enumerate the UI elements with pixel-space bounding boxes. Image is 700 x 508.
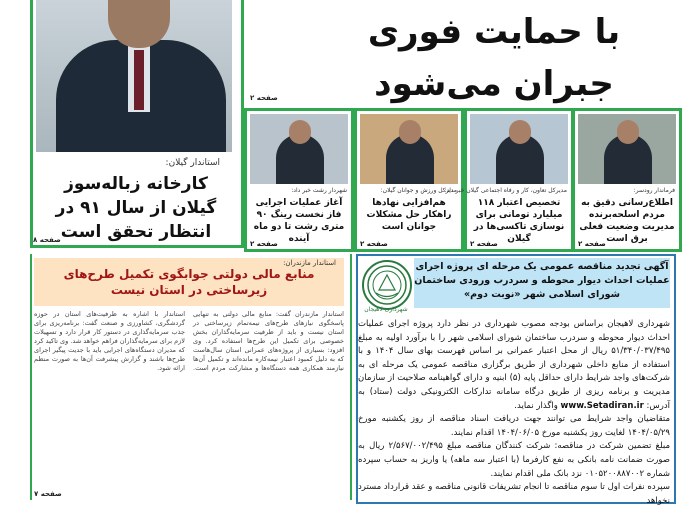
governor-photo xyxy=(36,0,232,152)
tender-paragraph: متقاضیان واجد شرایط می توانند جهت دریافت اسناد مناقصه از روز یکشنبه مورخ ۱۴۰۴/۰۵/۲۹ لغایت روز یکشنبه مورخ ۱۴۰۴/۰۶/۰۵ اقدام نمایند. xyxy=(358,414,670,438)
mazandaran-page-ref: صفحه ۷ xyxy=(34,490,62,498)
card-page-ref: صفحه ۲ xyxy=(360,240,388,248)
municipality-emblem-icon xyxy=(362,260,412,310)
news-card[interactable] xyxy=(444,108,574,252)
card-kicker: مدیرکل ورزش و جوانان گیلان: xyxy=(380,187,457,194)
tender-paragraph: شهرداری لاهیجان براساس بودجه مصوب شهرداری در نظر دارد پروژه اجرای عملیات احداث دیوار محوطه و سردرب ساختمان شورای اسلامی شهر را با برآورد اولیه به مبلغ ۵۱/۳۴۰/۰۳۷/۴۹۵ ریال از محل اعتبار عمرانی بر اساس فهرست بهای سال ۱۴۰۴ و با استفاده از منابع داخلی شهرداری از طریق برگزاری مناقصه عمومی یک مرحله ای به شرکت‌های واجد شرایط دارای حداقل پایه (۵) ابنیه و دارای گواهینامه صلاحیت از سازمان مدیریت و برنامه ریزی از طریق درگاه سامانه تدارکات الکترونیکی دولت (ستاد) به آدرس: xyxy=(358,319,670,411)
card-kicker: مدیرکل تعاون، کار و رفاه اجتماعی گیلان خبر داد: xyxy=(444,187,567,194)
tender-paragraph: واگذار نماید. xyxy=(514,400,558,411)
left-feature-page-ref: صفحه ۸ xyxy=(33,236,61,244)
card-photo xyxy=(360,114,458,184)
card-kicker: فرماندار رودسر: xyxy=(633,187,675,194)
card-kicker: شهردار رشت خبر داد: xyxy=(291,187,347,194)
card-photo xyxy=(250,114,348,184)
mazandaran-body: استاندار مازندران گفت: منابع مالی دولتی به تنهایی پاسخگوی نیازهای طرح‌های نیمه‌تمام زیرساختی در استان نیست و باید از ظرفیت سرمایه‌گذاران بخش خصوصی برای تکمیل این طرح‌ها استفاده کرد. وی افزود: بسیاری از پروژه‌های عمرانی استان سال‌هاست که به دلیل کمبود اعتبار نیمه‌کاره مانده‌اند و تکمیل آن‌ها نیازمند همکاری همه دستگاه‌ها و مشارکت مردم است. استاندار با اشاره به ظرفیت‌های استان در حوزه گردشگری، کشاورزی و صنعت گفت: برنامه‌ریزی برای جذب سرمایه‌گذاری در دستور کار قرار دارد و تسهیلات لازم برای سرمایه‌گذاران فراهم خواهد شد. وی تاکید کرد که مدیران دستگاه‌های اجرایی باید با جدیت پیگیر اجرای طرح‌ها باشند و گزارش پیشرفت آن‌ها به صورت منظم ارائه شود. xyxy=(34,310,344,372)
card-photo xyxy=(578,114,676,184)
tender-body xyxy=(358,318,670,508)
card-page-ref: صفحه ۲ xyxy=(578,240,606,248)
card-title[interactable]: هم‌افزایی نهادها راهکار حل مشکلات جوانان است xyxy=(366,198,452,232)
card-photo xyxy=(470,114,568,184)
headline-page-ref: صفحه ۲ xyxy=(250,94,278,102)
news-card[interactable] xyxy=(354,108,464,252)
tender-paragraph: مبلغ تضمین شرکت در مناقصه: شرکت کنندگان مناقصه مبلغ ۲/۵۶۷/۰۰۲/۴۹۵ ریال به صورت ضمانت نامه بانکی به نفع کارفرما (با اعتبار سه ماهه) یا واریز به حساب سپرده شماره ۰۱۰۵۲۰۰۸۸۷۰۰۲ نزد بانک ملی اقدام نمایند. xyxy=(358,441,670,479)
news-card[interactable] xyxy=(244,108,354,252)
tender-paragraph: سپرده نفرات اول تا سوم مناقصه تا انجام تشریفات قانونی مناقصه و عقد قرارداد مسترد نخواهد xyxy=(358,482,670,506)
news-card[interactable] xyxy=(572,108,682,252)
mazandaran-kicker: استاندار مازندران: xyxy=(283,259,336,267)
mazandaran-title[interactable]: منابع مالی دولتی جوابگوی تکمیل طرح‌های زیرساختی در استان نیست xyxy=(63,267,315,297)
card-title[interactable]: آغاز عملیات اجرایی فاز نخست رینگ ۹۰ متری رشت تا دو ماه آینده xyxy=(253,198,345,244)
card-page-ref: صفحه ۲ xyxy=(250,240,278,248)
card-page-ref: صفحه ۲ xyxy=(470,240,498,248)
card-title[interactable]: تخصیص اعتبار ۱۱۸ میلیارد تومانی برای نوسازی تاکسی‌ها در گیلان xyxy=(473,198,565,244)
card-title[interactable]: اطلاع‌رسانی دقیق به مردم اسلحه‌برنده مدیریت وضعیت فعلی برق است xyxy=(579,198,675,244)
main-headline[interactable]: با حمایت فوری جبران می‌شود xyxy=(367,12,621,104)
left-feature-kicker: استاندار گیلان: xyxy=(165,158,220,168)
tender-title[interactable]: آگهی تجدید مناقصه عمومی یک مرحله ای پروژه اجرای عملیات احداث دیوار محوطه و سردرب ورودی ساختمان شورای اسلامی شهر «نوبت دوم» xyxy=(414,261,670,300)
emblem-label: شهرداری لاهیجان xyxy=(364,306,408,313)
tender-website-link[interactable]: www.Setadiran.ir xyxy=(560,400,644,411)
left-feature-title[interactable]: کارخانه زباله‌سوز گیلان از سال ۹۱ در انتظار تحقق است xyxy=(55,174,217,242)
